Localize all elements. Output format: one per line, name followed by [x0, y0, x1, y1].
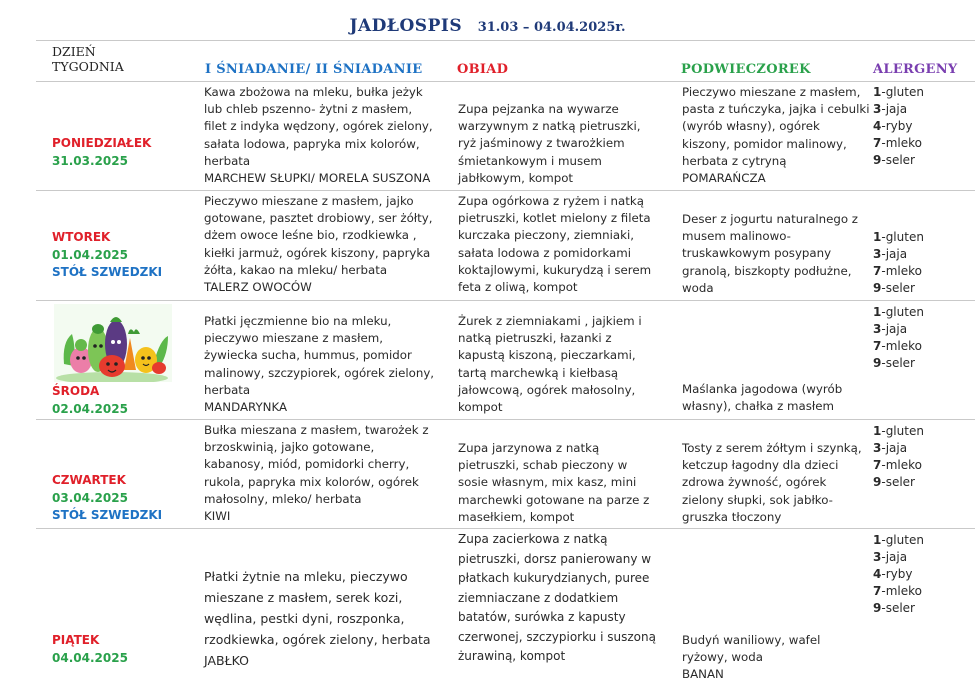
- allergen-item: [873, 457, 924, 474]
- menu-line: (wyrób własny), ogórek: [682, 119, 820, 134]
- row-divider: [36, 300, 975, 301]
- allergen-item: [873, 532, 924, 549]
- allergen-number: 7: [873, 264, 882, 278]
- menu-line: kiszony, pomidor malinowy,: [682, 136, 847, 151]
- menu-line: Zupa zacierkowa z natką: [458, 532, 608, 546]
- menu-line: własny), chałka z masłem: [682, 399, 834, 414]
- day-tuesday: WTOREK 01.04.2025 STÓŁ SZWEDZKI: [52, 230, 163, 279]
- day-thursday: CZWARTEK 03.04.2025 STÓŁ SZWEDZKI: [52, 473, 163, 522]
- menu-line: herbata z cytryną: [682, 153, 787, 168]
- menu-line: granolą, biszkopty podłużne,: [682, 263, 852, 278]
- allergen-number: 7: [873, 339, 882, 353]
- menu-line: woda: [682, 280, 714, 295]
- allergen-number: 7: [873, 136, 882, 150]
- menu-line: natką pietruszki, łazanki z: [458, 331, 612, 346]
- menu-line: POMARAŃCZA: [682, 171, 766, 186]
- allergen-label: -gluten: [881, 305, 924, 319]
- menu-line: gruszka tłoczony: [682, 509, 782, 524]
- allergen-number: 3: [873, 550, 882, 564]
- allergen-label: -seler: [881, 281, 915, 295]
- allergens-thursday: [873, 423, 924, 491]
- menu-line: małosolny, mleko/ herbata: [204, 491, 362, 506]
- menu-line: kompot: [458, 400, 503, 415]
- menu-line: rukola, papryka mix kolorów, ogórek: [204, 474, 419, 489]
- allergen-item: [873, 304, 924, 321]
- menu-line: kiełki jarmuż, ogórek kiszony, papryka: [204, 245, 431, 260]
- allergen-number: 7: [873, 584, 882, 598]
- allergen-label: -seler: [881, 475, 915, 489]
- header-day: [52, 44, 124, 74]
- menu-line: śmietankowym i musem: [458, 153, 602, 168]
- allergen-label: -jaja: [881, 441, 908, 455]
- allergen-item: [873, 101, 924, 118]
- top-divider: [36, 40, 975, 41]
- allergen-label: -seler: [881, 153, 915, 167]
- menu-line: malinowy, szczypiorek, ogórek zielony,: [204, 365, 435, 380]
- allergen-number: 7: [873, 458, 882, 472]
- snack-wednesday: [682, 381, 842, 415]
- title-text: JADŁOSPIS: [349, 16, 463, 36]
- allergen-item: [873, 549, 924, 566]
- menu-line: mieszane z masłem, serek kozi,: [204, 590, 403, 605]
- allergen-number: 1: [873, 85, 882, 99]
- snack-tuesday: [682, 211, 858, 297]
- allergen-number: 3: [873, 441, 882, 455]
- menu-line: filet z indyka wędzony, ogórek zielony,: [204, 119, 433, 134]
- allergen-number: 3: [873, 102, 882, 116]
- breakfast-friday: [204, 566, 431, 671]
- menu-line: Pieczywo mieszane z masłem,: [682, 85, 861, 99]
- menu-line: MANDARYNKA: [204, 400, 288, 415]
- menu-line: Pieczywo mieszane z masłem, jajko: [204, 194, 414, 208]
- allergen-item: [873, 229, 924, 246]
- allergen-item: [873, 135, 924, 152]
- allergen-item: [873, 583, 924, 600]
- menu-line: Maślanka jagodowa (wyrób: [682, 382, 843, 396]
- breakfast-monday: [204, 84, 433, 187]
- allergen-label: -ryby: [881, 119, 913, 133]
- vegetables-illustration-icon: [54, 304, 172, 382]
- breakfast-tuesday: [204, 193, 433, 296]
- allergen-number: 4: [873, 567, 882, 581]
- lunch-wednesday: [458, 313, 642, 416]
- allergen-item: [873, 474, 924, 491]
- allergen-item: [873, 118, 924, 135]
- menu-line: pietruszki, dorsz panierowany w: [458, 551, 652, 566]
- lunch-friday: [458, 530, 656, 667]
- allergen-label: -jaja: [881, 322, 908, 336]
- menu-line: pietruszki, kotlet mielony z fileta: [458, 211, 651, 226]
- allergen-label: -mleko: [881, 339, 922, 353]
- menu-line: TYGODNIA: [52, 59, 124, 74]
- allergen-number: 9: [873, 601, 882, 615]
- allergen-number: 1: [873, 305, 882, 319]
- header-allergens: ALERGENY: [873, 62, 958, 77]
- snack-friday: [682, 632, 820, 684]
- lunch-monday: [458, 101, 641, 187]
- row-divider: [36, 419, 975, 420]
- menu-line: sałata lodowa z pomidorkami: [458, 245, 631, 260]
- menu-line: wędlina, pestki dyni, roszponka,: [204, 611, 405, 626]
- header-lunch: OBIAD: [457, 62, 509, 77]
- menu-line: feta z oliwą, kompot: [458, 280, 578, 295]
- breakfast-thursday: [204, 422, 429, 525]
- allergen-number: 1: [873, 533, 882, 547]
- menu-line: jałowcową, ogórek małosolny,: [458, 382, 636, 397]
- lunch-thursday: [458, 440, 649, 526]
- allergen-number: 9: [873, 281, 882, 295]
- day-monday: PONIEDZIAŁEK 31.03.2025: [52, 136, 152, 168]
- menu-line: Bułka mieszana z masłem, twarożek z: [204, 423, 429, 437]
- header-snack: PODWIECZOREK: [681, 62, 811, 77]
- allergen-item: [873, 84, 924, 101]
- menu-line: tartą marchewką i kiełbasą: [458, 365, 619, 380]
- menu-line: ziemniaczane z dodatkiem: [458, 590, 619, 605]
- menu-line: Zupa pejzanka na wywarze: [458, 102, 619, 116]
- menu-line: Płatki żytnie na mleku, pieczywo: [204, 569, 408, 584]
- menu-line: płatkach kukurydzianych, puree: [458, 571, 650, 585]
- allergen-item: [873, 152, 924, 169]
- allergen-label: -mleko: [881, 264, 922, 278]
- allergen-label: -gluten: [881, 533, 924, 547]
- menu-line: BANAN: [682, 667, 724, 682]
- day-friday: PIĄTEK 04.04.2025: [52, 633, 128, 665]
- allergen-label: -mleko: [881, 458, 922, 472]
- menu-line: kurczaka pieczony, ziemniaki,: [458, 228, 634, 243]
- menu-line: KIWI: [204, 509, 231, 524]
- allergen-label: -mleko: [881, 136, 922, 150]
- menu-line: warzywnym z natką pietruszki,: [458, 119, 641, 134]
- menu-title: [0, 16, 975, 36]
- menu-line: Zupa jarzynowa z natką: [458, 441, 600, 455]
- allergen-label: -mleko: [881, 584, 922, 598]
- allergen-item: [873, 355, 924, 372]
- menu-line: pieczywo mieszane z masłem,: [204, 331, 384, 346]
- snack-monday: [682, 84, 870, 187]
- menu-line: lub chleb pszenno- żytni z masłem,: [204, 102, 413, 117]
- allergen-item: [873, 280, 924, 297]
- menu-line: Płatki jęczmienne bio na mleku,: [204, 314, 392, 328]
- menu-line: sosie własnym, mix kasz, mini: [458, 475, 637, 490]
- menu-line: marchewki gotowane na parze z: [458, 492, 650, 507]
- allergen-item: [873, 566, 924, 583]
- menu-line: żurawiną, kompot: [458, 649, 566, 663]
- menu-line: JABŁKO: [204, 653, 249, 668]
- menu-line: czerwonej, szczypiorku i suszoną: [458, 629, 656, 644]
- title-dates: 31.03 – 04.04.2025r.: [477, 20, 626, 35]
- allergen-label: -gluten: [881, 424, 924, 438]
- allergen-label: -seler: [881, 601, 915, 615]
- allergens-tuesday: [873, 229, 924, 297]
- menu-line: Żurek z ziemniakami , jajkiem i: [458, 314, 642, 328]
- menu-line: Budyń waniliowy, wafel: [682, 633, 821, 647]
- allergen-number: 9: [873, 153, 882, 167]
- allergen-item: [873, 600, 924, 617]
- menu-line: dżem owoce leśne bio, rzodkiewka ,: [204, 228, 417, 243]
- allergen-number: 1: [873, 230, 882, 244]
- menu-line: Zupa ogórkowa z ryżem i natką: [458, 194, 644, 208]
- menu-line: Tosty z serem żółtym i szynką,: [682, 441, 862, 455]
- allergen-item: [873, 423, 924, 440]
- menu-line: żywiecka sucha, hummus, pomidor: [204, 348, 412, 363]
- day-wednesday: ŚRODA 02.04.2025: [52, 384, 128, 416]
- menu-line: gotowane, pasztet drobiowy, ser żółty,: [204, 211, 433, 226]
- allergen-item: [873, 338, 924, 355]
- allergen-number: 3: [873, 322, 882, 336]
- allergen-number: 1: [873, 424, 882, 438]
- row-divider: [36, 528, 975, 529]
- allergens-friday: [873, 532, 924, 617]
- menu-line: ryż jaśminowy z twarożkiem: [458, 136, 625, 151]
- menu-line: musem malinowo-: [682, 229, 791, 244]
- menu-line: DZIEŃ: [52, 44, 96, 59]
- menu-line: sałata lodowa, papryka mix kolorów,: [204, 136, 420, 151]
- allergen-number: 9: [873, 356, 882, 370]
- menu-line: pietruszki, schab pieczony w: [458, 458, 628, 473]
- allergen-label: -jaja: [881, 550, 908, 564]
- allergen-item: [873, 263, 924, 280]
- menu-line: jabłkowym, kompot: [458, 170, 574, 185]
- allergen-item: [873, 321, 924, 338]
- menu-line: Kawa zbożowa na mleku, bułka jeżyk: [204, 85, 423, 99]
- menu-line: koktajlowymi, kukurydzą i serem: [458, 262, 652, 277]
- header-breakfast: I ŚNIADANIE/ II ŚNIADANIE: [205, 62, 423, 77]
- allergen-label: -jaja: [881, 102, 908, 116]
- allergen-label: -seler: [881, 356, 915, 370]
- allergen-number: 9: [873, 475, 882, 489]
- allergens-monday: [873, 84, 924, 169]
- breakfast-wednesday: [204, 313, 434, 416]
- allergen-label: -gluten: [881, 230, 924, 244]
- menu-line: kabanosy, miód, pomidorki cherry,: [204, 457, 410, 472]
- allergen-label: -gluten: [881, 85, 924, 99]
- menu-line: brzoskwinią, jajko gotowane,: [204, 440, 375, 455]
- menu-line: MARCHEW SŁUPKI/ MORELA SUSZONA: [204, 171, 431, 186]
- menu-line: kapustą kiszoną, pieczarkami,: [458, 348, 636, 363]
- allergen-item: [873, 440, 924, 457]
- menu-line: zdrowa żywność, ogórek: [682, 475, 827, 490]
- menu-line: batatów, surówka z kapusty: [458, 610, 626, 624]
- menu-line: pasta z tuńczyka, jajka i cebulki: [682, 102, 870, 117]
- lunch-tuesday: [458, 193, 651, 296]
- allergen-number: 4: [873, 119, 882, 133]
- menu-line: żółta, kakao na mleku/ herbata: [204, 262, 388, 277]
- menu-line: zielony słupki, sok jabłko-: [682, 492, 833, 507]
- menu-line: herbata: [204, 153, 251, 168]
- header-divider: [36, 81, 975, 82]
- menu-line: TALERZ OWOCÓW: [204, 280, 312, 295]
- menu-line: Deser z jogurtu naturalnego z: [682, 212, 858, 226]
- menu-line: rzodkiewka, ogórek zielony, herbata: [204, 632, 431, 647]
- snack-thursday: [682, 440, 862, 526]
- menu-line: truskawkowym posypany: [682, 246, 832, 261]
- allergen-number: 3: [873, 247, 882, 261]
- menu-line: herbata: [204, 382, 251, 397]
- menu-line: ryżowy, woda: [682, 650, 763, 665]
- allergen-label: -jaja: [881, 247, 908, 261]
- menu-line: masełkiem, kompot: [458, 509, 575, 524]
- allergen-label: -ryby: [881, 567, 913, 581]
- allergens-wednesday: [873, 304, 924, 372]
- menu-line: ketczup łagodny dla dzieci: [682, 458, 839, 473]
- allergen-item: [873, 246, 924, 263]
- row-divider: [36, 190, 975, 191]
